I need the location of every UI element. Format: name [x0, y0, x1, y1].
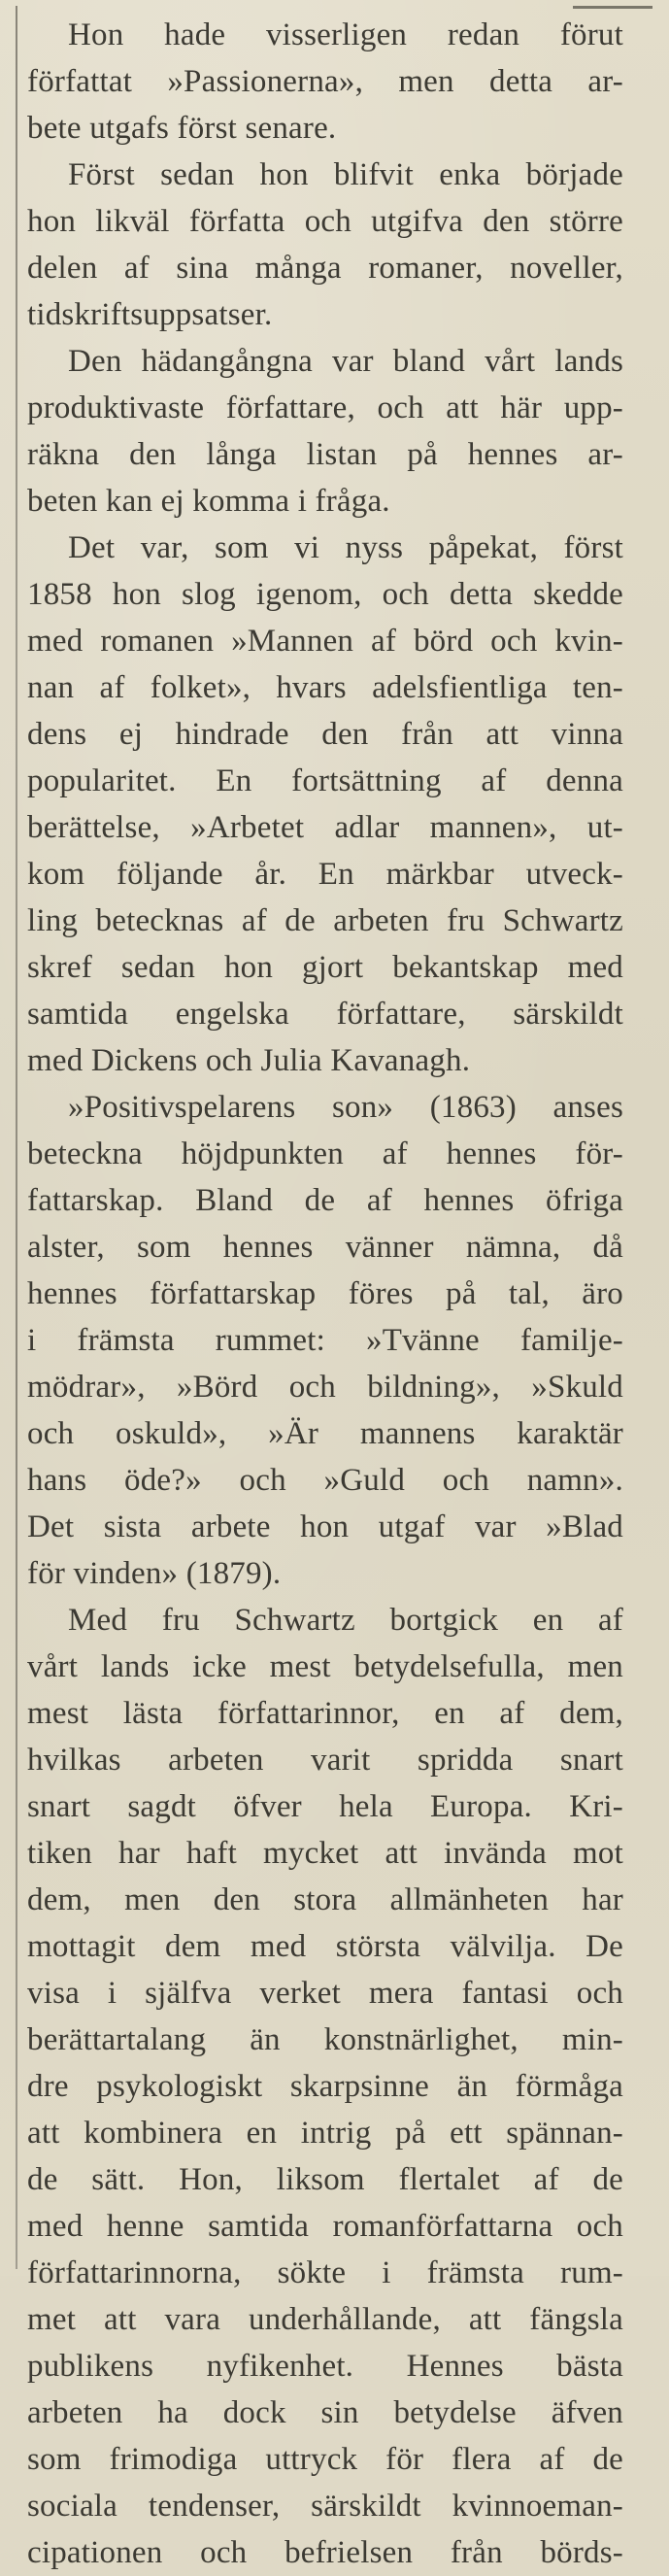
text-line: 1858 hon slog igenom, och detta skedde [27, 577, 623, 612]
text-line: som frimodiga uttryck för flera af de [27, 2442, 623, 2477]
text-line: med romanen »Mannen af börd och kvin- [27, 624, 623, 659]
paragraph-1 [27, 12, 623, 152]
text-line: met att vara underhållande, att fängsla [27, 2302, 623, 2337]
text-line: fattarskap. Bland de af hennes öfriga [27, 1183, 623, 1218]
text-line: dem, men den stora allmänheten har [27, 1882, 623, 1917]
text-line: och oskuld», »Är mannens karaktär [27, 1416, 623, 1451]
text-line: för vinden» (1879). [27, 1556, 282, 1591]
text-line: publikens nyfikenhet. Hennes bästa [27, 2349, 623, 2384]
text-line: de sätt. Hon, liksom flertalet af de [27, 2162, 623, 2197]
text-line: beten kan ej komma i fråga. [27, 484, 390, 519]
text-line: mödrar», »Börd och bildning», »Skuld [27, 1370, 623, 1405]
text-line: cipationen och befrielsen från börds- [27, 2535, 623, 2570]
text-line: Den hädangångna var bland vårt lands [68, 344, 623, 379]
text-line: Först sedan hon blifvit enka började [68, 157, 623, 192]
text-line: tiken har haft mycket att invända mot [27, 1836, 623, 1871]
text-line: dre psykologiskt skarpsinne än förmåga [27, 2069, 623, 2104]
text-line: bete utgafs först senare. [27, 111, 337, 146]
paragraph-3 [27, 338, 623, 525]
text-line: hans öde?» och »Guld och namn». [27, 1463, 623, 1498]
text-line: med henne samtida romanförfattarna och [27, 2209, 623, 2244]
text-line: mest lästa författarinnor, en af dem, [27, 1696, 623, 1731]
text-line: snart sagdt öfver hela Europa. Kri- [27, 1789, 623, 1824]
text-line: Med fru Schwartz bortgick en af [68, 1603, 623, 1638]
article-column [27, 12, 623, 2576]
text-line: författat »Passionerna», men detta ar- [27, 64, 623, 99]
text-line: kom följande år. En märkbar utveck- [27, 857, 623, 892]
text-line: visa i själfva verket mera fantasi och [27, 1976, 623, 2011]
text-line: hvilkas arbeten varit spridda snart [27, 1743, 623, 1778]
text-line: hon likväl författa och utgifva den större [27, 204, 623, 239]
text-line: räkna den långa listan på hennes ar- [27, 437, 623, 472]
paragraph-5 [27, 1084, 623, 1597]
text-line: berättelse, »Arbetet adlar mannen», ut- [27, 810, 623, 845]
paragraph-4 [27, 525, 623, 1084]
text-line: författarinnorna, sökte i främsta rum- [27, 2255, 623, 2290]
text-line: Hon hade visserligen redan förut [68, 17, 623, 52]
paragraph-2 [27, 152, 623, 338]
text-line: sociala tendenser, särskildt kvinnoeman- [27, 2489, 623, 2524]
text-line: tidskriftsuppsatser. [27, 297, 273, 332]
text-line: Det sista arbete hon utgaf var »Blad [27, 1509, 623, 1544]
text-line: arbeten ha dock sin betydelse äfven [27, 2395, 623, 2430]
text-line: ling betecknas af de arbeten fru Schwartz [27, 903, 623, 938]
text-line: popularitet. En fortsättning af denna [27, 763, 623, 798]
text-line: att kombinera en intrig på ett spännan- [27, 2116, 623, 2151]
text-line: hennes författarskap föres på tal, äro [27, 1276, 623, 1311]
text-line: mottagit dem med största välvilja. De [27, 1929, 623, 1964]
top-rule-mark [573, 6, 652, 9]
text-line: Det var, som vi nyss påpekat, först [68, 530, 623, 565]
text-line: nan af folket», hvars adelsfientliga ten- [27, 670, 623, 705]
text-line: med Dickens och Julia Kavanagh. [27, 1043, 471, 1078]
text-line: skref sedan hon gjort bekantskap med [27, 950, 623, 985]
text-line: alster, som hennes vänner nämna, då [27, 1230, 623, 1265]
text-line: beteckna höjdpunkten af hennes för- [27, 1136, 623, 1171]
text-line: »Positivspelarens son» (1863) anses [68, 1090, 623, 1125]
text-line: vårt lands icke mest betydelsefulla, men [27, 1649, 623, 1684]
text-line: samtida engelska författare, särskildt [27, 997, 623, 1032]
text-line: berättartalang än konstnärlighet, min- [27, 2022, 623, 2057]
text-line: i främsta rummet: »Tvänne familje- [27, 1323, 623, 1358]
text-line: dens ej hindrade den från att vinna [27, 717, 623, 752]
column-rule [16, 6, 17, 2269]
text-line: delen af sina många romaner, noveller, [27, 251, 623, 286]
text-line: produktivaste författare, och att här upp- [27, 390, 623, 425]
paragraph-6 [27, 1597, 623, 2576]
